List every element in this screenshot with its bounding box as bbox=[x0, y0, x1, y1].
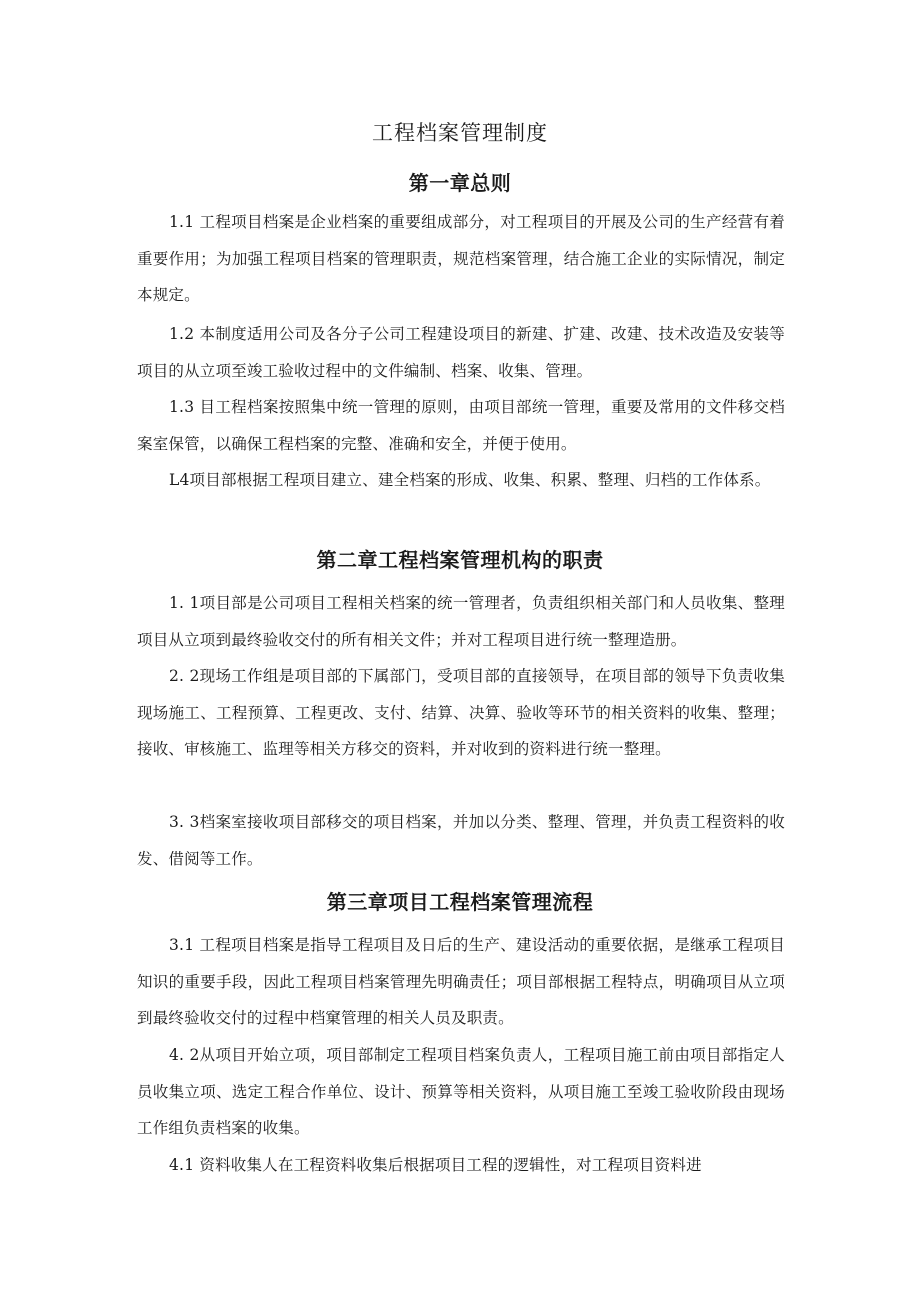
paragraph-3-1: 3.1 工程项目档案是指导工程项目及日后的生产、建设活动的重要依据，是继承工程项目知识的重要手段，因此工程项目档案管理先明确责任；项目部根据工程特点，明确项目从立项到最终验收交付的过程中档窠管理的相关人员及职责。 bbox=[137, 936, 785, 1027]
document-title: 工程档案管理制度 bbox=[372, 121, 548, 145]
paragraph-1-1: 1.1 工程项目档案是企业档案的重要组成部分，对工程项目的开展及公司的生产经营有着重要作用；为加强工程项目档案的管理职责，规范档案管理，结合施工企业的实际情况，制定本规定。 bbox=[137, 213, 785, 304]
paragraph-1-2: 1.2 本制度适用公司及各分子公司工程建设项目的新建、扩建、改建、技术改造及安装等项目的从立项至竣工验收过程中的文件编制、档案、收集、管理。 bbox=[137, 325, 785, 380]
paragraph-1-3: 1.3 目工程档案按照集中统一管理的原则，由项目部统一管理，重要及常用的文件移交档案室保管，以确保工程档案的完整、准确和安全，并便于使用。 bbox=[137, 398, 785, 453]
paragraph-1-4: L4项目部根据工程项目建立、建全档案的形成、收集、积累、整理、归档的工作体系。 bbox=[169, 471, 771, 489]
paragraph-3-3: 4.1 资料收集人在工程资料收集后根据项目工程的逻辑性，对工程项目资料进 bbox=[169, 1156, 702, 1174]
chapter-heading-2: 第二章工程档案管理机构的职责 bbox=[316, 548, 604, 572]
chapter-heading-1: 第一章总则 bbox=[408, 171, 512, 195]
paragraph-2-2: 2. 2现场工作组是项目部的下属部门，受项目部的直接领导，在项目部的领导下负责收集现场施工、工程预算、工程更改、支付、结算、决算、验收等环节的相关资料的收集、整理；接收、审核施工、监理等相关方移交的资料，并对收到的资料进行统一整理。 bbox=[137, 667, 785, 758]
chapter-heading-3: 第三章项目工程档案管理流程 bbox=[326, 890, 594, 914]
paragraph-2-3: 3. 3档案室接收项目部移交的项目档案，并加以分类、整理、管理，并负责工程资料的收发、借阅等工作。 bbox=[137, 813, 785, 868]
paragraph-2-1: 1. 1项目部是公司项目工程相关档案的统一管理者，负责组织相关部门和人员收集、整理项目从立项到最终验收交付的所有相关文件；并对工程项目进行统一整理造册。 bbox=[137, 594, 785, 649]
paragraph-3-2: 4. 2从项目开始立项，项目部制定工程项目档案负责人，工程项目施工前由项目部指定人员收集立项、选定工程合作单位、设计、预算等相关资料，从项目施工至竣工验收阶段由现场工作组负责档案的收集。 bbox=[137, 1046, 785, 1137]
